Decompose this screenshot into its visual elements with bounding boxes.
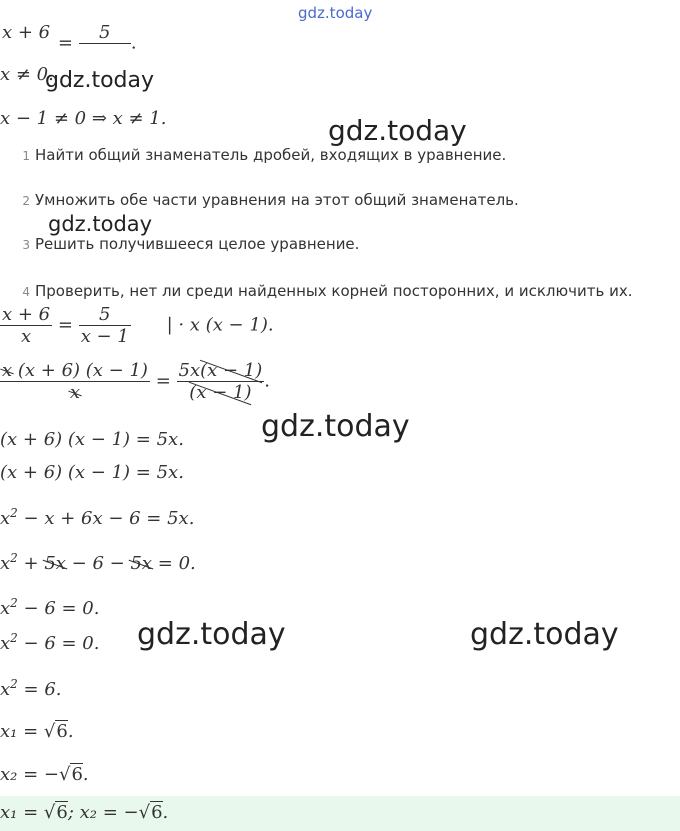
watermark: gdz.today	[261, 409, 410, 444]
line-6: $x^2 - 6 = 0$.	[0, 631, 100, 654]
condition-x-not-zero: x ≠ 0.	[0, 64, 54, 85]
line-4: $x^2 + 5x - 6 - 5x = 0$.	[0, 551, 196, 574]
step-2: 2 Умножить обе части уравнения на этот общий знаменатель.	[22, 191, 519, 209]
line-1: (x + 6) (x − 1) = 5x.	[0, 429, 184, 450]
watermark: gdz.today	[48, 212, 153, 236]
multiplied-equation: $\frac{x + 6}{x}$ = $\frac{5}{x - 1}$ | · x (x − 1).	[2, 304, 274, 347]
cancel-equation: $\frac{x (x + 6) (x - 1)}{x}$ = $\frac{5x(x - 1)}{(x - 1)}$ .	[2, 360, 271, 403]
line-7: $x^2 = 6$.	[0, 677, 62, 700]
final-answer: x₁ = √6; x₂ = −√6.	[0, 802, 169, 823]
watermark: gdz.today	[328, 114, 467, 147]
step-4: 4 Проверить, нет ли среди найденных корней посторонних, и исключить их.	[22, 282, 633, 300]
step-3: 3 Решить получившееся целое уравнение.	[22, 235, 360, 253]
line-3: $x^2 - x + 6x - 6 = 5x$.	[0, 506, 195, 529]
original-equation: x + 6 = 5 .	[0, 22, 137, 65]
root-x2: x₂ = −√6.	[0, 764, 89, 785]
watermark: gdz.today	[137, 617, 286, 652]
watermark: gdz.today	[45, 68, 155, 93]
line-2: (x + 6) (x − 1) = 5x.	[0, 462, 184, 483]
root-x1: x₁ = √6.	[0, 721, 74, 742]
line-5: $x^2 - 6 = 0$.	[0, 596, 100, 619]
watermark: gdz.today	[298, 4, 373, 22]
watermark: gdz.today	[470, 617, 619, 652]
step-1: 1 Найти общий знаменатель дробей, входящих в уравнение.	[22, 146, 507, 164]
condition-x-not-one: x − 1 ≠ 0 ⇒ x ≠ 1.	[0, 108, 167, 129]
